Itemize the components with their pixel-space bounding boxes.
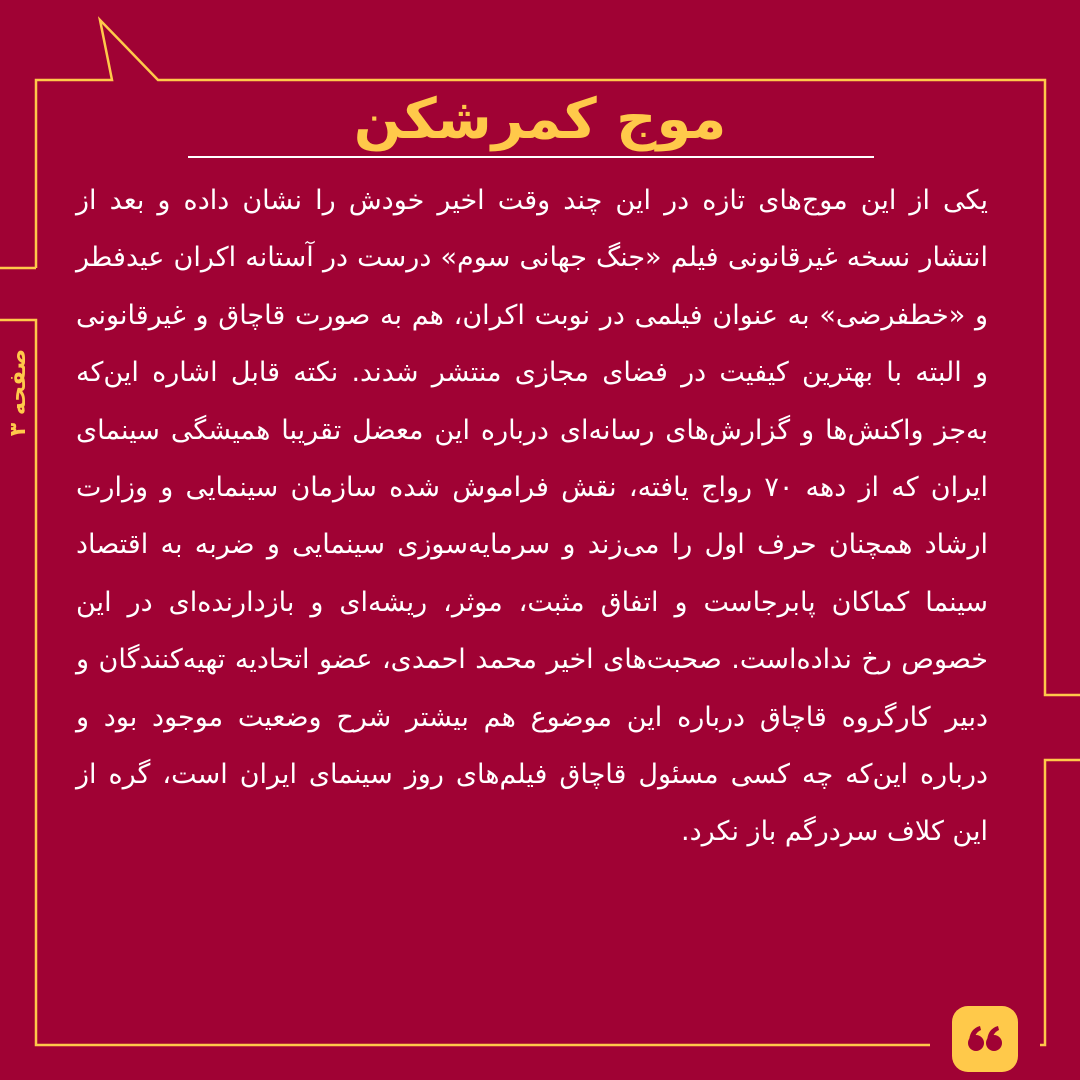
quote-icon	[965, 1023, 1005, 1055]
page-number-text: صفحه ۳	[6, 348, 32, 436]
quote-button[interactable]	[952, 1006, 1018, 1072]
title-divider	[188, 156, 874, 158]
frame-right-lower	[1040, 760, 1080, 1045]
page-title: موج کمرشکن	[353, 87, 727, 152]
page-number-label	[4, 322, 34, 462]
article-body: یکی از این موج‌های تازه در این چند وقت اخیر خودش را نشان داده و بعد از انتشار نسخه غیرقانونی فیلم «جنگ جهانی سوم» درست در آستانه اکران عیدفطر و «خطفرضی» به عنوان فیلمی در نوبت اکران، هم به صورت قاچاق و غیرقانونی و البته با بهترین کیفیت در فضای مجازی منتشر شدند. نکته قابل اشاره این‌که به‌جز واکنش‌ها و گزارش‌های رسانه‌ای درباره این معضل تقریبا همیشگی سینمای ایران که از دهه ۷۰ رواج یافته، نقش فراموش شده سازمان سینمایی و وزارت ارشاد همچنان حرف اول را می‌زند و سرمایه‌سوزی سینمایی و ضربه به اقتصاد سینما کماکان پابرجاست و اتفاق مثبت، موثر، ریشه‌ای و بازدارنده‌ای در این خصوص رخ نداده‌است. صحبت‌های اخیر محمد احمدی، عضو اتحادیه تهیه‌کنندگان و دبیر کارگروه قاچاق درباره این موضوع هم بیشتر شرح وضعیت موجود بود و درباره این‌که چه کسی مسئول قاچاق فیلم‌های روز سینمای ایران است، گره از این کلاف سردرگم باز نکرد.	[76, 185, 988, 848]
